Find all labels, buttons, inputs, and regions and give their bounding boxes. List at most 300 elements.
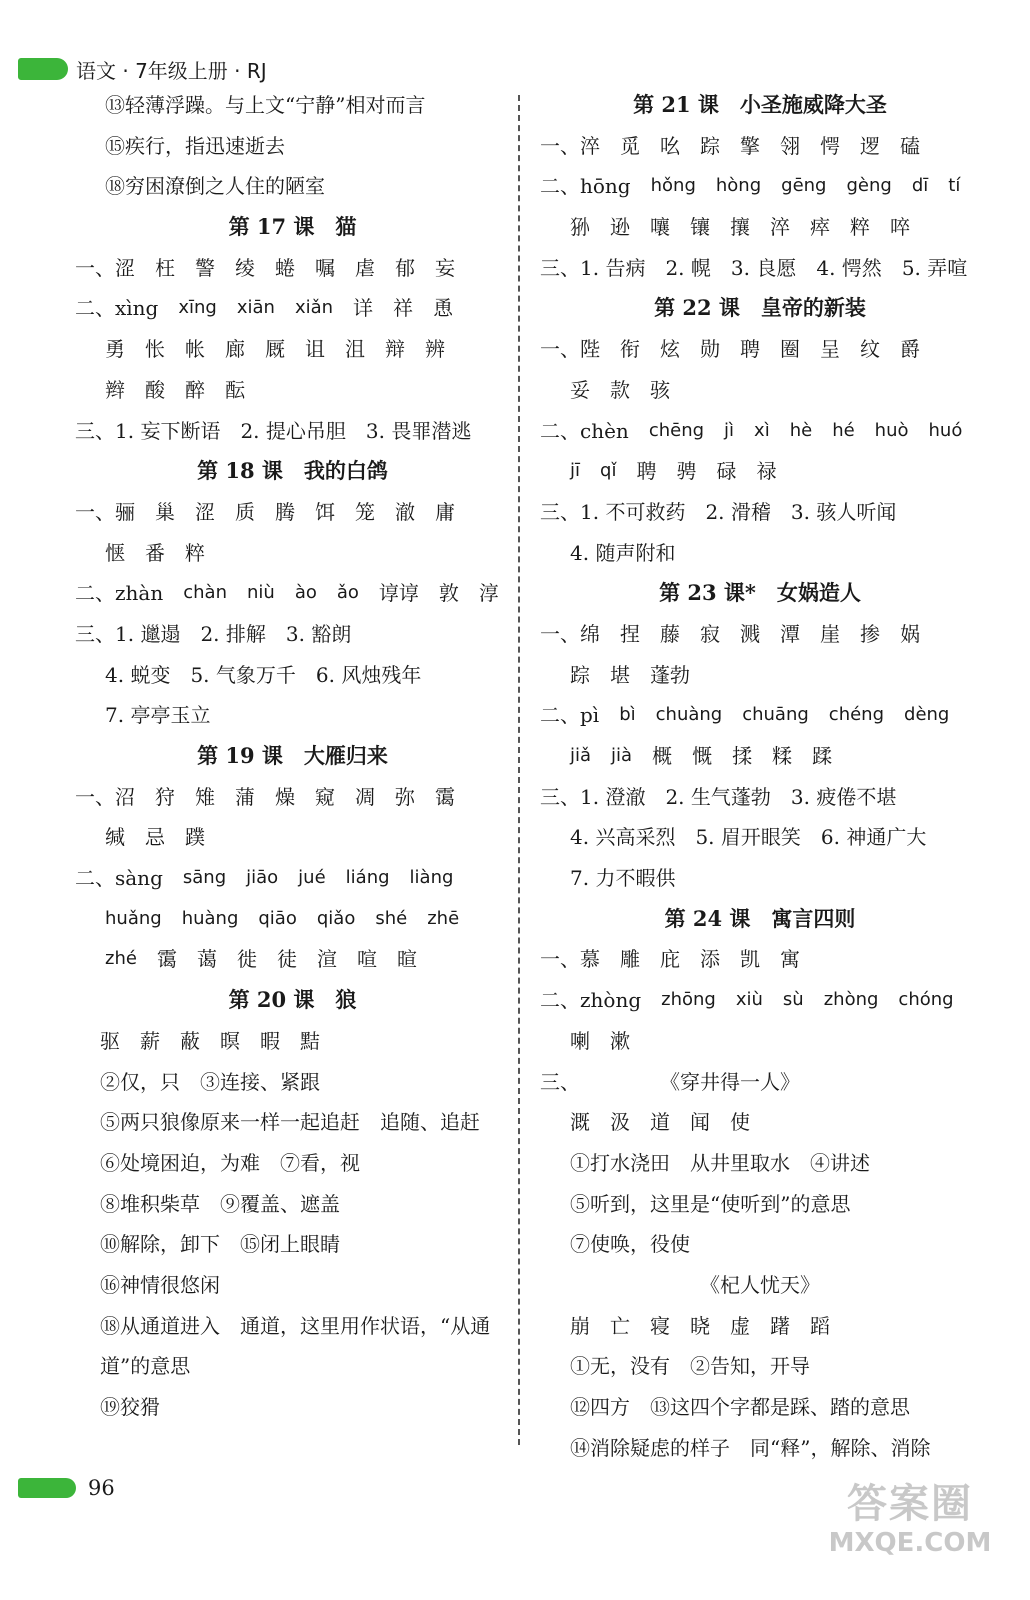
answer-item: jià	[611, 745, 633, 766]
answer-item: 嘱	[315, 255, 335, 280]
answer-item: xì	[754, 419, 770, 441]
lesson-title	[75, 980, 510, 1021]
answer-item: jiāo	[246, 867, 279, 889]
answer-line	[75, 614, 510, 655]
answer-item: 嚷	[650, 215, 670, 240]
answer-item: 怅	[145, 337, 165, 362]
answer-item: 3. 良愿	[730, 255, 797, 280]
answer-line	[75, 1224, 510, 1265]
answer-item: huàng	[181, 907, 239, 929]
answer-line	[540, 1062, 980, 1103]
answer-item: 2. 排解	[200, 621, 266, 646]
answer-item: 爵	[900, 337, 920, 362]
answer-item: 4. 蜕变	[105, 662, 171, 687]
right-column	[540, 85, 980, 1468]
answer-item: ⑬这四个字都是踩、踏的意思	[650, 1395, 910, 1419]
answer-item: 绫	[235, 255, 255, 280]
answer-item: ⑮疾行，指迅速逝去	[105, 133, 285, 158]
answer-item: chéng	[828, 704, 885, 726]
answer-item: huǎng	[105, 907, 162, 929]
answer-line	[75, 939, 510, 980]
answer-item: 凋	[355, 784, 375, 809]
answer-item: 蒲	[235, 784, 255, 809]
answer-item: qǐ	[600, 460, 617, 482]
answer-item: ⑧堆积柴草	[100, 1191, 200, 1216]
answer-line	[75, 1346, 510, 1387]
answer-item: 一、沼	[75, 784, 135, 809]
answer-item: jī	[570, 460, 581, 482]
answer-item: 聘	[740, 337, 760, 362]
answer-item: jué	[298, 867, 326, 889]
answer-item: 3. 豁朗	[285, 621, 352, 646]
answer-item: ⑬轻薄浮躁。与上文“宁静”相对而言	[105, 93, 426, 117]
answer-item: 妥	[570, 377, 590, 402]
left-column	[75, 85, 510, 1428]
answer-item: xiù	[735, 989, 763, 1011]
answer-item: ②告知，开导	[690, 1354, 810, 1379]
answer-item: 第 19 课 大雁归来	[197, 743, 388, 768]
answer-item: 枉	[155, 255, 175, 280]
answer-item: zhōng	[661, 989, 716, 1011]
answer-item: chóng	[898, 989, 954, 1011]
answer-item: 2. 滑稽	[705, 499, 771, 524]
answer-item: 藤	[660, 621, 680, 646]
answer-item: 7. 力不暇供	[570, 866, 676, 891]
answer-item: 廊	[225, 337, 245, 362]
answer-item: 5. 弄喧	[901, 255, 968, 280]
answer-line	[540, 939, 980, 980]
answer-item: ⑱从通道进入	[100, 1313, 220, 1338]
answer-item: 使	[730, 1110, 750, 1135]
answer-item: 躇	[770, 1313, 790, 1338]
answer-item: 逊	[610, 215, 630, 240]
answer-line	[540, 1428, 980, 1469]
answer-item: 寝	[650, 1313, 670, 1338]
answer-item: 4. 随声附和	[570, 540, 676, 565]
answer-item: 弥	[395, 784, 415, 809]
answer-item: 虐	[355, 255, 375, 280]
answer-item: 5. 气象万千	[190, 662, 296, 687]
answer-item: 6. 神通广大	[820, 825, 927, 850]
answer-item: 辩	[385, 337, 405, 362]
answer-line	[75, 329, 510, 370]
answer-item: 第 20 课 狼	[228, 987, 357, 1013]
answer-item: ⑨覆盖、遮盖	[220, 1191, 340, 1216]
answer-item: ǎo	[336, 582, 359, 604]
answer-line	[540, 1143, 980, 1184]
answer-item: 警	[195, 255, 215, 280]
answer-item: 糅	[772, 744, 793, 768]
answer-item: dī	[911, 175, 929, 197]
answer-item: 踪	[570, 662, 590, 687]
answer-item: 擎	[740, 133, 760, 158]
answer-line	[540, 655, 980, 696]
answer-item: 崩	[570, 1313, 590, 1338]
answer-item: 霭	[156, 947, 177, 972]
answer-item: 4. 兴高采烈	[570, 825, 676, 850]
answer-item: 三、1. 不可救药	[540, 499, 686, 524]
answer-line	[540, 858, 980, 899]
answer-item: 窥	[315, 784, 335, 809]
answer-item: 2. 提心吊胆	[240, 418, 346, 443]
answer-item: 添	[700, 947, 720, 972]
answer-item: hǒng	[650, 175, 696, 197]
answer-item: 雕	[620, 947, 640, 972]
answer-item: 暝	[220, 1028, 240, 1053]
answer-item: 惬	[105, 540, 125, 565]
answer-item: hòng	[715, 175, 762, 197]
answer-item: 崖	[820, 621, 840, 646]
answer-item: ⑤两只狼像原来一样一起追赶	[100, 1110, 360, 1135]
answer-item: shé	[375, 907, 408, 929]
answer-item: ⑫四方	[570, 1395, 630, 1419]
answer-item: 一、慕	[540, 947, 600, 972]
answer-line	[75, 1265, 510, 1306]
answer-item: 款	[610, 377, 630, 402]
answer-item: 一、陛	[540, 337, 600, 362]
answer-item: 揉	[732, 744, 753, 768]
answer-item: 3. 骇人听闻	[790, 499, 897, 524]
answer-item: xiān	[236, 297, 275, 319]
answer-item: 粹	[850, 215, 870, 240]
answer-item: ⑦看，视	[280, 1150, 360, 1175]
answer-item: ①无，没有	[570, 1354, 670, 1379]
page-footer	[18, 1476, 115, 1500]
answer-item: 道”的意思	[100, 1354, 191, 1379]
answer-line	[540, 817, 980, 858]
answer-item: 圈	[780, 337, 800, 362]
answer-item: 蔽	[180, 1028, 200, 1053]
answer-item: 2. 生气蓬勃	[665, 784, 771, 809]
answer-item: 第 21 课 小圣施威降大圣	[633, 92, 887, 117]
answer-item: 笼	[355, 499, 375, 524]
answer-line	[540, 980, 980, 1021]
answer-line	[75, 288, 510, 329]
answer-item: 二、xìng	[75, 296, 159, 321]
answer-item: gēng	[781, 175, 827, 197]
answer-item: 二、zhàn	[75, 581, 164, 606]
answer-item: gèng	[846, 175, 892, 197]
answer-item: 三、1. 妄下断语	[75, 418, 221, 443]
answer-item: 勇	[105, 337, 125, 362]
answer-item: 沮	[345, 337, 365, 362]
answer-line	[540, 492, 980, 533]
answer-item: 二、zhòng	[540, 988, 642, 1013]
watermark-url: MXQE.COM	[828, 1528, 992, 1558]
answer-line	[540, 451, 980, 492]
answer-line	[540, 207, 980, 248]
answer-item: 蓬勃	[650, 662, 690, 687]
answer-item: 一、绵	[540, 621, 600, 646]
answer-item: 啐	[890, 215, 910, 240]
answer-item: 薪	[140, 1028, 160, 1053]
answer-item: 谆谆	[378, 581, 419, 606]
answer-item: 喧	[356, 947, 377, 972]
answer-item: xiǎn	[294, 297, 334, 319]
answer-item: ④讲述	[810, 1150, 870, 1175]
answer-item: 禄	[756, 459, 777, 484]
answer-item: ⑲狡猾	[100, 1395, 160, 1419]
answer-item: chuàng	[655, 704, 723, 726]
answer-item: 第 22 课 皇帝的新装	[654, 295, 866, 321]
answer-item: 辫	[105, 377, 125, 402]
answer-item: huò	[874, 419, 909, 441]
answer-item: 三、1. 澄澈	[540, 784, 646, 809]
answer-item: ⑤听到，这里是“使听到”的意思	[570, 1191, 851, 1216]
answer-item: 攘	[730, 215, 750, 240]
answer-item: jì	[724, 419, 735, 441]
answer-item: 漱	[610, 1028, 630, 1053]
answer-item: 瘁	[810, 215, 830, 240]
answer-line	[75, 1102, 510, 1143]
answer-item: 二、chèn	[540, 418, 629, 443]
answer-item: 潭	[780, 621, 800, 646]
answer-item: 狩	[155, 784, 175, 809]
footer-color-bar	[18, 1478, 76, 1498]
answer-item: 逻	[860, 133, 880, 158]
answer-item: zhē	[427, 907, 460, 929]
answer-line	[540, 1102, 980, 1143]
lesson-title	[75, 207, 510, 248]
answer-line	[75, 1021, 510, 1062]
watermark	[820, 1480, 1000, 1570]
answer-item: 炫	[660, 337, 680, 362]
answer-item: 郁	[395, 255, 415, 280]
answer-line	[75, 695, 510, 736]
answer-item: sāng	[182, 867, 227, 889]
answer-item: ⑦使唤，役使	[570, 1232, 690, 1257]
answer-item: 通道，这里用作状语，“从通	[240, 1313, 491, 1338]
answer-item: 霭	[435, 784, 455, 809]
answer-line	[540, 1306, 980, 1347]
answer-item: 翎	[780, 133, 800, 158]
answer-item: hè	[789, 419, 813, 441]
answer-line	[75, 411, 510, 452]
answer-item: 同“释”，解除、消除	[750, 1435, 931, 1460]
answer-item: 呈	[820, 337, 840, 362]
answer-item: 三、1. 告病	[540, 255, 646, 280]
answer-line	[540, 736, 980, 777]
answer-item: 2. 幌	[665, 255, 711, 280]
answer-item: 暇	[260, 1028, 280, 1053]
answer-item: 三、 《穿井得一人》	[540, 1069, 800, 1094]
header-title: 语文 · 7年级上册 · RJ	[76, 58, 267, 83]
answer-item: 三、1. 邋遢	[75, 621, 181, 646]
lesson-title	[540, 85, 980, 126]
answer-line	[75, 573, 510, 614]
answer-item: 巢	[155, 499, 175, 524]
answer-item: bì	[619, 704, 636, 726]
answer-item: 妄	[435, 255, 455, 280]
answer-item: 帐	[185, 337, 205, 362]
answer-item: 衔	[620, 337, 640, 362]
answer-item: 二、hōng	[540, 174, 631, 199]
answer-line	[540, 1021, 980, 1062]
answer-item: ⑮闭上眼睛	[240, 1232, 340, 1257]
lesson-title	[75, 451, 510, 492]
answer-line	[75, 1306, 510, 1347]
answer-item: 澈	[395, 499, 415, 524]
answer-item: zhòng	[823, 989, 879, 1011]
answer-item: 一、骊	[75, 499, 135, 524]
answer-line	[75, 858, 510, 899]
answer-item: 寓	[780, 947, 800, 972]
answer-item: 缄	[105, 825, 125, 850]
answer-item: 蔼	[196, 947, 217, 972]
answer-line	[540, 1224, 980, 1265]
answer-item: ào	[294, 582, 317, 604]
watermark-logo: 答案圈	[847, 1481, 973, 1527]
answer-line	[540, 1265, 980, 1306]
answer-item: 酸	[145, 377, 165, 402]
answer-item: qiāo	[258, 907, 297, 929]
answer-line	[75, 899, 510, 940]
answer-item: 纹	[860, 337, 880, 362]
answer-line	[540, 126, 980, 167]
answer-item: 4. 愕然	[816, 255, 882, 280]
answer-item: 第 23 课* 女娲造人	[659, 580, 861, 606]
answer-line	[540, 1346, 980, 1387]
answer-item: 虚	[730, 1313, 750, 1338]
answer-item: 忌	[145, 825, 165, 850]
answer-item: 二、pì	[540, 703, 600, 728]
answer-item: 堪	[610, 662, 630, 687]
answer-item: 聘	[636, 459, 657, 484]
answer-item: 道	[650, 1110, 670, 1135]
answer-item: 慨	[692, 744, 713, 768]
answer-item: 二、sàng	[75, 866, 163, 891]
answer-item: 吆	[660, 133, 680, 158]
answer-item: 亡	[610, 1313, 630, 1338]
answer-item: 3. 疲倦不堪	[790, 784, 897, 809]
answer-item: chàn	[183, 582, 227, 604]
answer-item: 燥	[275, 784, 295, 809]
lesson-title	[540, 899, 980, 940]
answer-item: 7. 亭亭玉立	[105, 703, 211, 728]
answer-item: 溅	[740, 621, 760, 646]
answer-item: 酝	[225, 377, 245, 402]
answer-item: 觅	[620, 133, 640, 158]
answer-line	[540, 248, 980, 289]
answer-item: dèng	[904, 704, 950, 726]
answer-item: 磕	[900, 133, 920, 158]
answer-item: 醉	[185, 377, 205, 402]
answer-item: 蜷	[275, 255, 295, 280]
answer-item: 黠	[300, 1028, 320, 1053]
answer-line	[540, 411, 980, 452]
answer-item: 汲	[610, 1110, 630, 1135]
column-divider	[518, 95, 520, 1445]
answer-line	[75, 533, 510, 574]
answer-line	[75, 1062, 510, 1103]
answer-item: 恿	[433, 296, 454, 321]
answer-line	[540, 777, 980, 818]
answer-line	[540, 614, 980, 655]
answer-item: 溉	[570, 1110, 590, 1135]
answer-line	[540, 329, 980, 370]
answer-item: ③连接、紧跟	[200, 1069, 320, 1094]
answer-item: 概	[652, 744, 673, 768]
answer-item: ⑥处境困迫，为难	[100, 1150, 260, 1175]
answer-line	[540, 695, 980, 736]
answer-item: ⑯神情很悠闲	[100, 1272, 220, 1297]
answer-item: chēng	[648, 419, 705, 441]
answer-line	[75, 1387, 510, 1428]
answer-item: niù	[246, 582, 275, 604]
answer-item: 凯	[740, 947, 760, 972]
answer-item: 3. 畏罪潜逃	[365, 418, 472, 443]
answer-item: 踪	[700, 133, 720, 158]
answer-line	[540, 1387, 980, 1428]
answer-line	[75, 492, 510, 533]
answer-item: 质	[235, 499, 255, 524]
answer-item: 寂	[700, 621, 720, 646]
answer-item: ⑱穷困潦倒之人住的陋室	[105, 174, 325, 199]
answer-item: 驱	[100, 1028, 120, 1053]
answer-item: 蹈	[810, 1313, 830, 1338]
answer-line	[540, 370, 980, 411]
answer-line	[540, 166, 980, 207]
answer-line	[75, 248, 510, 289]
answer-item: 一、淬	[540, 133, 600, 158]
answer-line	[75, 817, 510, 858]
answer-item: 涩	[195, 499, 215, 524]
answer-item: 闻	[690, 1110, 710, 1135]
answer-item: 诅	[305, 337, 325, 362]
answer-item: tí	[948, 175, 961, 197]
answer-item: 渲	[316, 947, 337, 972]
answer-item: 淳	[478, 581, 499, 606]
answer-item: 蹂	[812, 744, 833, 768]
answer-line	[75, 1184, 510, 1225]
answer-item: 晓	[690, 1313, 710, 1338]
answer-line	[540, 1184, 980, 1225]
answer-item: xīng	[178, 297, 217, 319]
header-color-bar	[18, 58, 68, 80]
answer-item: 祥	[393, 296, 414, 321]
answer-item: liáng	[345, 867, 390, 889]
answer-item: 徒	[276, 947, 297, 972]
answer-item: ①打水浇田	[570, 1150, 670, 1175]
answer-item: 6. 风烛残年	[315, 662, 422, 687]
answer-item: 腾	[275, 499, 295, 524]
answer-item: 骋	[676, 459, 697, 484]
answer-item: 蹼	[185, 825, 205, 850]
answer-item: jiǎ	[570, 745, 592, 766]
lesson-title	[75, 736, 510, 777]
answer-item: 镶	[690, 215, 710, 240]
answer-item: chuāng	[742, 704, 809, 726]
answer-item: 从井里取水	[690, 1150, 790, 1175]
answer-item: 雉	[195, 784, 215, 809]
answer-item: 淬	[770, 215, 790, 240]
answer-line	[75, 126, 510, 167]
answer-line	[75, 655, 510, 696]
lesson-title	[540, 288, 980, 329]
answer-item: 辨	[425, 337, 445, 362]
answer-item: 一、涩	[75, 255, 135, 280]
answer-item: ②仅，只	[100, 1069, 180, 1094]
answer-item: 5. 眉开眼笑	[695, 825, 801, 850]
answer-item: 《杞人忧天》	[700, 1272, 820, 1297]
answer-line	[75, 166, 510, 207]
answer-item: 喇	[570, 1028, 590, 1053]
answer-item: 徙	[236, 947, 257, 972]
answer-item: 娲	[900, 621, 920, 646]
answer-line	[75, 1143, 510, 1184]
answer-item: 骇	[650, 377, 670, 402]
answer-item: liàng	[409, 867, 454, 889]
